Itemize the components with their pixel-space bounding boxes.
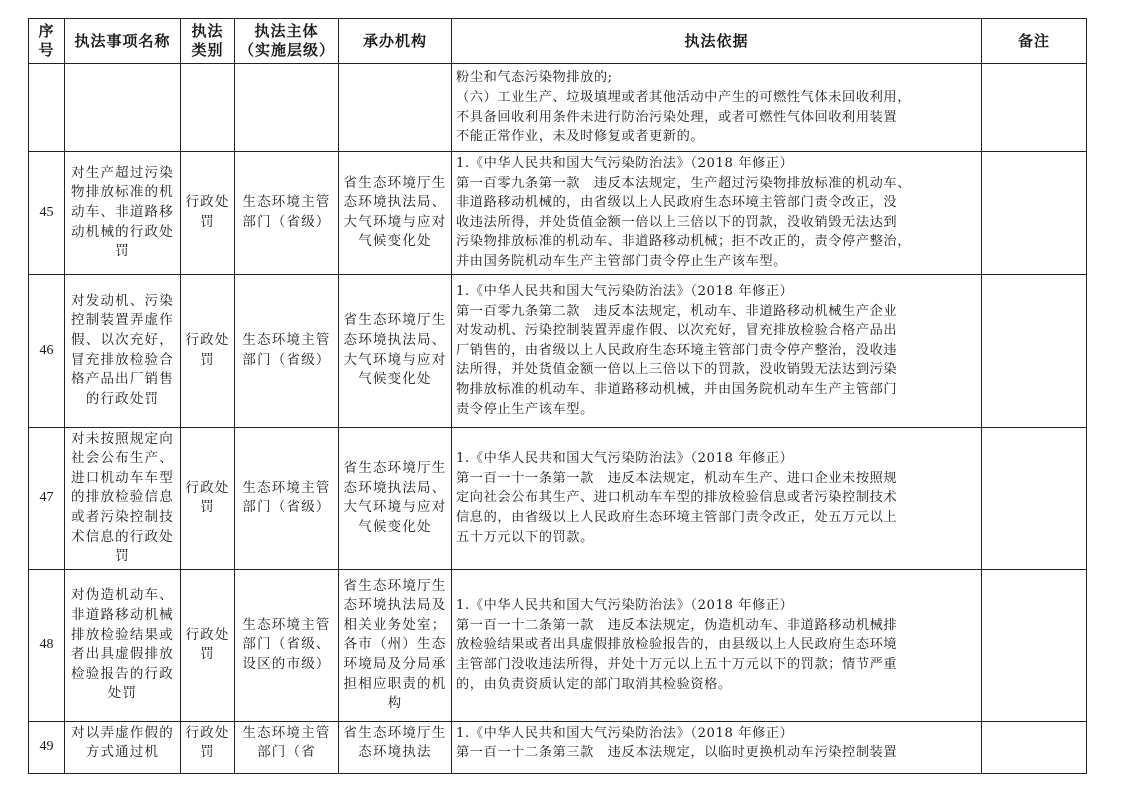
- cell-subject: [235, 64, 339, 152]
- table-row-continuation: [29, 64, 1087, 152]
- basis-line: 不具备回收利用条件未进行防治污染处理，或者可燃性气体回收利用装置: [456, 109, 898, 125]
- cell-subject: 生态环境主管部门（省级）: [235, 152, 339, 275]
- header-seq: 序号: [29, 19, 65, 64]
- basis-line: 对发动机、污染控制装置弄虚作假、以次充好，冒充排放检验合格产品出: [456, 323, 898, 339]
- table-row: [29, 274, 1087, 427]
- basis-line: 放检验结果或者出具虚假排放检验报告的，由县级以上人民政府生态环境: [456, 637, 898, 653]
- basis-line: 并由国务院机动车生产主管部门责令停止生产该车型。: [456, 253, 787, 269]
- cell-category: 行政处罚: [181, 569, 235, 721]
- header-subject: 执法主体（实施层级）: [235, 19, 339, 64]
- cell-subject: 生态环境主管部门（省级）: [235, 274, 339, 427]
- basis-line: （六）工业生产、垃圾填埋或者其他活动中产生的可燃性气体未回收利用，: [456, 89, 911, 105]
- basis-line: 第一百一十一条第一款 违反本法规定，机动车生产、进口企业未按照规: [456, 470, 898, 486]
- basis-line: 物排放标准的机动车、非道路移动机械，并由国务院机动车生产主管部门: [456, 381, 898, 397]
- basis-line: 污染物排放标准的机动车、非道路移动机械；拒不改正的，责令停产整治，: [456, 234, 911, 250]
- basis-line: 第一百一十二条第一款 违反本法规定，伪造机动车、非道路移动机械排: [456, 617, 898, 633]
- cell-remark: [982, 152, 1087, 275]
- cell-remark: [982, 274, 1087, 427]
- cell-seq: 45: [29, 152, 65, 275]
- basis-line: 不能正常作业，未及时修复或者更新的。: [456, 129, 705, 145]
- cell-item: 对生产超过污染物排放标准的机动车、非道路移动机械的行政处罚: [65, 152, 181, 275]
- cell-category: 行政处罚: [181, 427, 235, 569]
- cell-basis: [452, 274, 982, 427]
- cell-basis: [452, 152, 982, 275]
- cell-basis: [452, 64, 982, 152]
- table-row: [29, 721, 1087, 773]
- cell-agency: 省生态环境厅生态环境执法局及相关业务处室；各市（州）生态环境局及分局承担相应职责的机构: [339, 569, 452, 721]
- cell-seq: 49: [29, 721, 65, 773]
- basis-line: 收违法所得，并处货值金额一倍以上三倍以下的罚款，没收销毁无法达到: [456, 214, 898, 230]
- cell-agency: 省生态环境厅生态环境执法: [339, 721, 452, 773]
- cell-basis: [452, 569, 982, 721]
- cell-item: 对以弄虚作假的方式通过机: [65, 721, 181, 773]
- basis-line: 定向社会公布其生产、进口机动车车型的排放检验信息或者污染控制技术: [456, 490, 898, 506]
- cell-subject: 生态环境主管部门（省级、设区的市级）: [235, 569, 339, 721]
- cell-subject: 生态环境主管部门（省级）: [235, 427, 339, 569]
- header-category: 执法类别: [181, 19, 235, 64]
- basis-line: 第一百零九条第二款 违反本法规定，机动车、非道路移动机械生产企业: [456, 303, 898, 319]
- basis-title: 1.《中华人民共和国大气污染防治法》（2018 年修正）: [456, 156, 794, 171]
- basis-line: 五十万元以下的罚款。: [456, 529, 594, 545]
- cell-remark: [982, 569, 1087, 721]
- header-remark: 备注: [982, 19, 1087, 64]
- table-row: [29, 569, 1087, 721]
- cell-seq: 47: [29, 427, 65, 569]
- basis-line: 的，由负责资质认定的部门取消其检验资格。: [456, 676, 732, 692]
- cell-category: 行政处罚: [181, 152, 235, 275]
- cell-basis: [452, 721, 982, 773]
- cell-seq: [29, 64, 65, 152]
- cell-remark: [982, 427, 1087, 569]
- basis-line: 非道路移动机械的，由省级以上人民政府生态环境主管部门责令改正，没: [456, 195, 898, 211]
- header-basis: 执法依据: [452, 19, 982, 64]
- cell-subject: 生态环境主管部门（省: [235, 721, 339, 773]
- enforcement-table: [28, 18, 1087, 774]
- cell-item: 对伪造机动车、非道路移动机械排放检验结果或者出具虚假排放检验报告的行政处罚: [65, 569, 181, 721]
- cell-remark: [982, 721, 1087, 773]
- cell-item: [65, 64, 181, 152]
- cell-seq: 48: [29, 569, 65, 721]
- table-row: [29, 152, 1087, 275]
- basis-line: 第一百零九条第一款 违反本法规定，生产超过污染物排放标准的机动车、: [456, 175, 911, 191]
- cell-agency: 省生态环境厅生态环境执法局、大气环境与应对气候变化处: [339, 274, 452, 427]
- basis-line: 厂销售的，由省级以上人民政府生态环境主管部门责令停产整治，没收违: [456, 342, 898, 358]
- basis-line: 第一百一十二条第三款 违反本法规定，以临时更换机动车污染控制装置: [456, 745, 898, 761]
- cell-remark: [982, 64, 1087, 152]
- cell-item: 对未按照规定向社会公布生产、进口机动车车型的排放检验信息或者污染控制技术信息的行政处罚: [65, 427, 181, 569]
- cell-category: [181, 64, 235, 152]
- cell-agency: [339, 64, 452, 152]
- basis-title: 1.《中华人民共和国大气污染防治法》（2018 年修正）: [456, 451, 794, 467]
- basis-line: 责令停止生产该车型。: [456, 401, 594, 417]
- header-item: 执法事项名称: [65, 19, 181, 64]
- basis-line: 主管部门没收违法所得，并处十万元以上五十万元以下的罚款；情节严重: [456, 657, 898, 673]
- basis-title: 1.《中华人民共和国大气污染防治法》（2018 年修正）: [456, 598, 794, 614]
- header-agency: 承办机构: [339, 19, 452, 64]
- table-row: [29, 427, 1087, 569]
- basis-title: 1.《中华人民共和国大气污染防治法》（2018 年修正）: [456, 283, 794, 299]
- cell-agency: 省生态环境厅生态环境执法局、大气环境与应对气候变化处: [339, 152, 452, 275]
- basis-line: 信息的，由省级以上人民政府生态环境主管部门责令改正，处五万元以上: [456, 509, 898, 525]
- basis-line: 法所得，并处货值金额一倍以上三倍以下的罚款，没收销毁无法达到污染: [456, 362, 898, 378]
- cell-item: 对发动机、污染控制装置弄虚作假、以次充好，冒充排放检验合格产品出厂销售的行政处罚: [65, 274, 181, 427]
- table-header-row: [29, 19, 1087, 64]
- cell-category: 行政处罚: [181, 721, 235, 773]
- cell-seq: 46: [29, 274, 65, 427]
- cell-agency: 省生态环境厅生态环境执法局、大气环境与应对气候变化处: [339, 427, 452, 569]
- basis-line: 粉尘和气态污染物排放的;: [456, 70, 613, 86]
- basis-title: 1.《中华人民共和国大气污染防治法》（2018 年修正）: [456, 725, 794, 741]
- cell-category: 行政处罚: [181, 274, 235, 427]
- cell-basis: [452, 427, 982, 569]
